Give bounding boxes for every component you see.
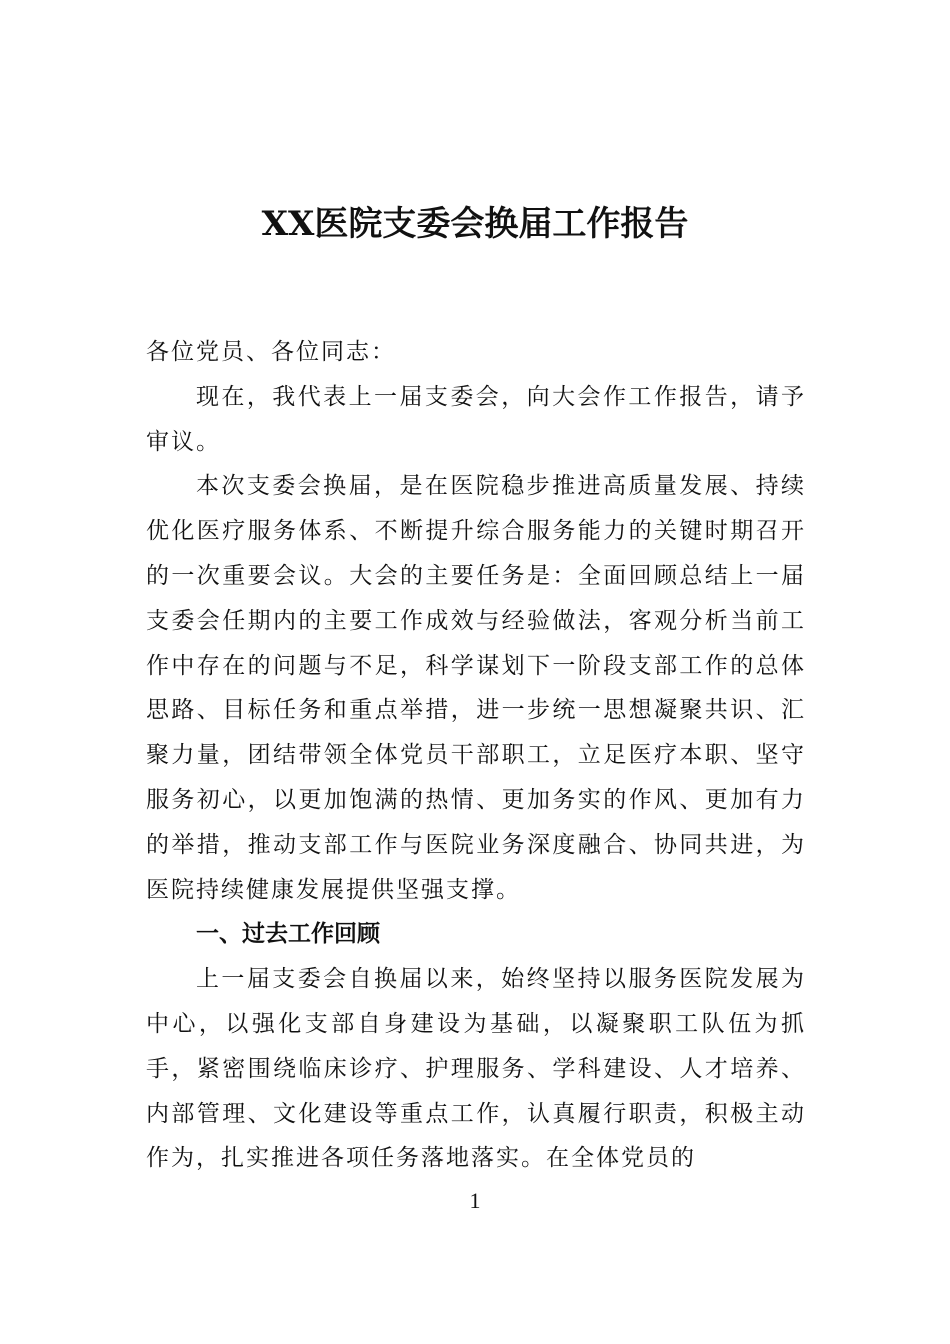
- section-heading: 一、过去工作回顾: [196, 921, 380, 948]
- salutation: 各位党员、各位同志：: [146, 339, 396, 365]
- document-body: [146, 330, 806, 1181]
- paragraph-purpose: 本次支委会换届，是在医院稳步推进高质量发展、持续优化医疗服务体系、不断提升综合服务能力的关键时期召开的一次重要会议。大会的主要任务是：全面回顾总结上一届支委会任期内的主要工作成效与经验做法，客观分析当前工作中存在的问题与不足，科学谋划下一阶段支部工作的总体思路、目标任务和重点举措，进一步统一思想凝聚共识、汇聚力量，团结带领全体党员干部职工，立足医疗本职、坚守服务初心，以更加饱满的热情、更加务实的作风、更加有力的举措，推动支部工作与医院业务深度融合、协同共进，为医院持续健康发展提供坚强支撑。: [146, 473, 806, 903]
- section-paragraph: 上一届支委会自换届以来，始终坚持以服务医院发展为中心，以强化支部自身建设为基础，以凝聚职工队伍为抓手，紧密围绕临床诊疗、护理服务、学科建设、人才培养、内部管理、文化建设等重点工作，认真履行职责，积极主动作为，扎实推进各项任务落地落实。在全体党员的: [146, 966, 806, 1172]
- paragraph-intro: 现在，我代表上一届支委会，向大会作工作报告，请予审议。: [146, 383, 806, 455]
- page-number: 1: [469, 1188, 481, 1213]
- document-title: XX医院支委会换届工作报告: [261, 204, 689, 244]
